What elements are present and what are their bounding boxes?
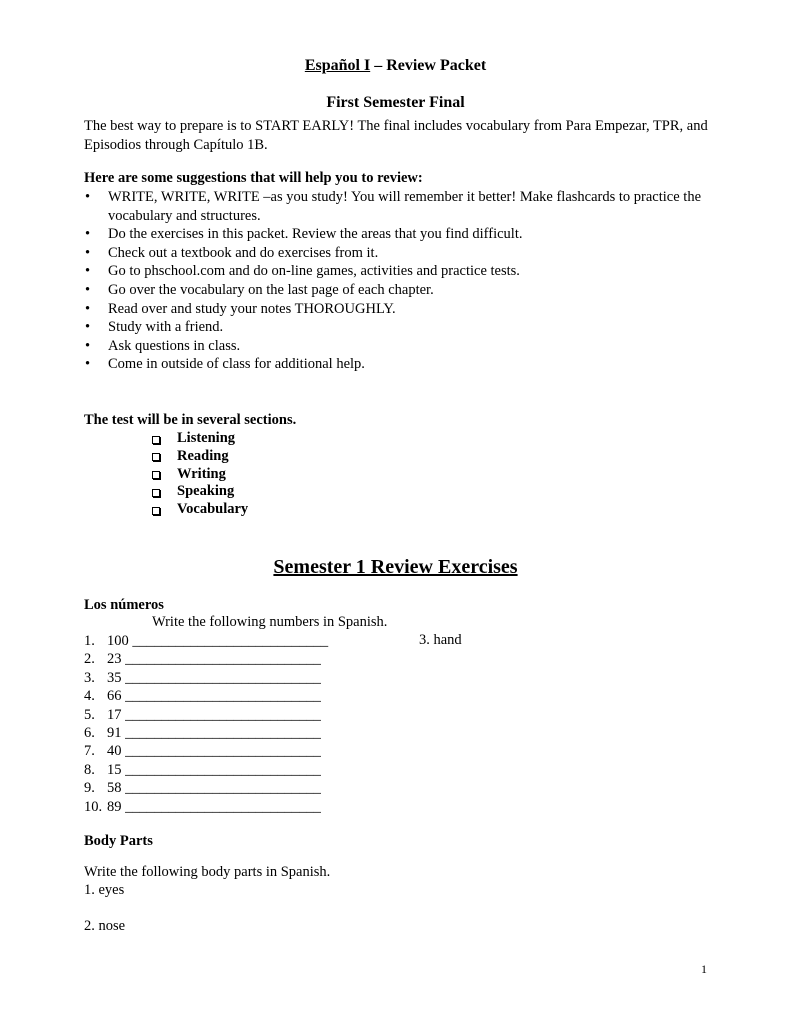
checkbox-icon (152, 507, 160, 515)
number-item: 7. 40 ___________________________ (84, 743, 321, 760)
test-section-item: Speaking (152, 483, 248, 501)
suggestion-item: • Do the exercises in this packet. Review the areas that you find difficult. (84, 225, 724, 244)
suggestion-item: • Come in outside of class for additional help. (84, 355, 724, 374)
exercises-heading: Semester 1 Review Exercises (273, 556, 518, 578)
test-sections-heading: The test will be in several sections. (84, 412, 297, 428)
suggestion-item: • Study with a friend. (84, 318, 724, 337)
suggestion-item: • Go over the vocabulary on the last page of each chapter. (84, 281, 724, 300)
body-parts-instruction: Write the following body parts in Spanish. (84, 864, 331, 880)
checkbox-icon (152, 436, 160, 444)
test-sections-list (152, 430, 248, 519)
suggestion-item: • Ask questions in class. (84, 337, 724, 356)
document-subtitle: First Semester Final (326, 94, 465, 111)
suggestion-item: • Read over and study your notes THOROUGHLY. (84, 300, 724, 319)
numbers-list (84, 632, 328, 816)
test-section-item: Vocabulary (152, 501, 248, 519)
body-parts-heading: Body Parts (84, 833, 153, 849)
test-section-item: Listening (152, 430, 248, 448)
number-item: 8. 15 ___________________________ (84, 761, 321, 778)
document-title (0, 57, 791, 75)
number-item: 10. 89 ___________________________ (84, 798, 321, 815)
checkbox-icon (152, 489, 160, 497)
test-section-item: Writing (152, 466, 248, 484)
page-number: 1 (701, 962, 707, 976)
number-item: 2. 23 ___________________________ (84, 651, 321, 668)
intro-paragraph: The best way to prepare is to START EARLY! The final includes vocabulary from Para Empezar, TPR, and Episodios through Capítulo 1B. (84, 118, 708, 153)
suggestion-item: • WRITE, WRITE, WRITE –as you study! You will remember it better! Make flashcards to practice the vocabulary and structures. (84, 188, 708, 225)
suggestion-item: • Go to phschool.com and do on-line games, activities and practice tests. (84, 262, 724, 281)
number-item: 3. 35 ___________________________ (84, 669, 321, 686)
suggestions-heading: Here are some suggestions that will help you to review: (84, 170, 423, 186)
number-item: 9. 58 ___________________________ (84, 780, 321, 797)
body-part-item: 1. eyes (84, 882, 125, 898)
numbers-instruction: Write the following numbers in Spanish. (152, 614, 388, 630)
number-item: 4. 66 ___________________________ (84, 688, 321, 705)
checkbox-icon (152, 471, 160, 479)
number-item: 1. 100 ___________________________ (84, 633, 329, 649)
title-underlined: Español I (304, 57, 371, 74)
body-part-item: 2. nose (84, 918, 126, 934)
test-section-item: Reading (152, 448, 248, 466)
suggestions-list (84, 188, 724, 374)
number-item: 6. 91 ___________________________ (84, 725, 321, 742)
title-rest: – Review Packet (370, 57, 487, 74)
stray-hand-item: 3. hand (419, 632, 462, 648)
numbers-heading: Los números (84, 597, 164, 613)
checkbox-icon (152, 453, 160, 461)
number-item: 5. 17 ___________________________ (84, 706, 321, 723)
suggestion-item: • Check out a textbook and do exercises from it. (84, 244, 724, 263)
